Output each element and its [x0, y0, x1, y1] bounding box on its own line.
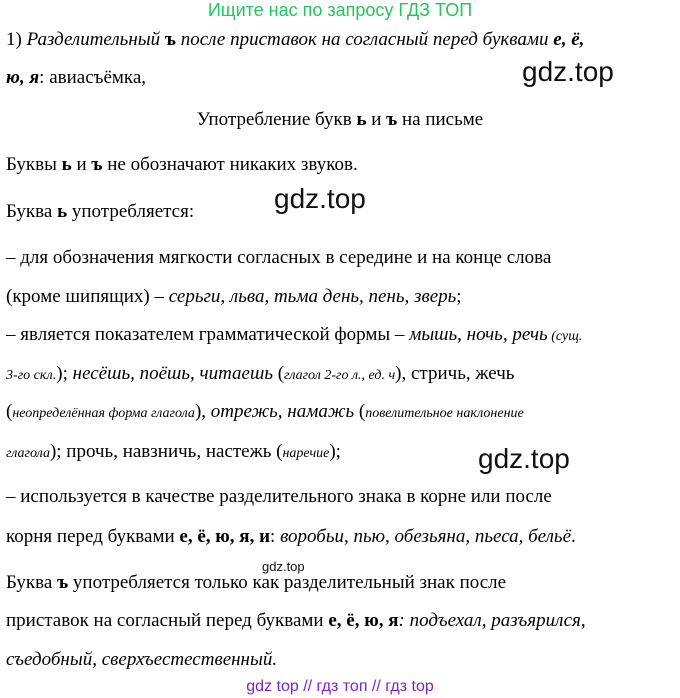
- footer-watermark: gdz top // гдз топ // гдз top: [246, 678, 434, 695]
- text-fragment: Разделительный: [26, 29, 165, 50]
- note-small: глагола: [6, 446, 50, 461]
- title-text: Употребление букв: [196, 109, 357, 130]
- text-fragment: не обозначают никаких звуков.: [102, 154, 358, 175]
- text-fragment: ),: [194, 401, 211, 422]
- text-fragment: Буквы: [6, 154, 62, 175]
- text-fragment: );: [329, 441, 341, 462]
- letters-bold: е, ё, ю, я: [328, 610, 399, 631]
- letter-hard-sign: ъ: [57, 572, 69, 593]
- text-line-p13: [6, 648, 674, 672]
- text-fragment: .: [571, 526, 576, 547]
- letter-hard-sign: ъ: [91, 154, 103, 175]
- example-words: мышь, ночь, речь: [409, 324, 548, 345]
- text-fragment: Буква: [6, 572, 58, 593]
- text-line-p6: [6, 362, 674, 388]
- text-line-p7: [6, 400, 674, 426]
- text-fragment: приставок на согласный перед буквами: [6, 610, 329, 631]
- note-small: неопределённая форма глагола: [12, 406, 195, 421]
- letter-soft-sign: ь: [61, 154, 72, 175]
- text-fragment: (кроме шипящих) –: [6, 286, 169, 307]
- letters-bold: ю, я: [6, 67, 40, 88]
- text-fragment: (: [272, 363, 285, 384]
- text-fragment: – используется в качестве разделительного знака в корне или после: [6, 486, 552, 507]
- text-fragment: (: [6, 401, 13, 422]
- text-fragment: (: [354, 401, 366, 422]
- example-words: серьги, льва, тьма день, пень, зверь: [168, 286, 457, 307]
- item-number: 1): [6, 29, 27, 50]
- watermark-gdz-small: gdz.top: [262, 559, 305, 574]
- note-small: глагол 2-го л., ед. ч: [284, 368, 396, 383]
- example-words: воробьи, пью, обезьяна, пьеса, бельё: [280, 526, 572, 547]
- section-title: [6, 108, 674, 132]
- text-line-p11: [6, 571, 674, 595]
- text-line-p1: [6, 153, 674, 177]
- watermark-gdz-2: gdz.top: [274, 183, 366, 214]
- example-words: несёшь, поёшь, читаешь: [72, 363, 273, 384]
- text-line-1: [6, 28, 674, 52]
- text-fragment: Буква: [6, 201, 58, 222]
- example-words: съедобный, сверхъестественный.: [6, 649, 278, 670]
- text-fragment: – является показателем грамматической формы –: [6, 324, 410, 345]
- text-line-p12: [6, 609, 674, 633]
- example-words: отрежь, намажь: [210, 401, 355, 422]
- text-line-p10: [6, 525, 674, 549]
- text-fragment: корня перед буквами: [6, 526, 180, 547]
- example-words: : подъехал, разъярился,: [398, 610, 586, 631]
- text-fragment: ;: [456, 286, 462, 307]
- text-line-p3: [6, 246, 674, 270]
- letter-soft-sign: ь: [57, 201, 68, 222]
- text-fragment: – для обозначения мягкости согласных в середине и на конце слова: [6, 247, 552, 268]
- search-hint-link[interactable]: Ищите нас по запросу ГДЗ ТОП: [207, 0, 473, 20]
- text-line-p5: [6, 323, 674, 349]
- letter-soft-sign: ь: [356, 109, 367, 130]
- text-line-p4: [6, 285, 674, 309]
- letter-hard-sign: ъ: [386, 109, 398, 130]
- note-small: 3-го скл.: [6, 368, 57, 383]
- text-fragment: и: [71, 154, 92, 175]
- text-fragment: употребляется только как разделительный знак после: [68, 572, 507, 593]
- letters-bold: е, ё,: [553, 29, 585, 50]
- example-word: : авиасъёмка,: [39, 67, 147, 88]
- title-text: на письме: [397, 109, 484, 130]
- text-fragment: :: [270, 526, 281, 547]
- text-fragment: употребляется:: [67, 201, 195, 222]
- text-line-p8: [6, 440, 674, 466]
- letters-bold: е, ё, ю, я, и: [179, 526, 271, 547]
- text-fragment: после приставок на согласный перед буквами: [175, 29, 554, 50]
- note-small: наречие: [282, 446, 330, 461]
- note-small: (сущ.: [547, 329, 583, 344]
- note-small: повелительное наклонение: [365, 406, 524, 421]
- text-line-p9: [6, 485, 674, 509]
- letter-hard-sign: ъ: [164, 29, 176, 50]
- text-fragment: ), стричь, жечь: [395, 363, 515, 384]
- watermark-gdz-3: gdz.top: [478, 443, 570, 474]
- title-text: и: [366, 109, 387, 130]
- watermark-gdz-1: gdz.top: [522, 56, 614, 87]
- text-fragment: );: [56, 363, 73, 384]
- text-fragment: ); прочь, навзничь, настежь (: [49, 441, 283, 462]
